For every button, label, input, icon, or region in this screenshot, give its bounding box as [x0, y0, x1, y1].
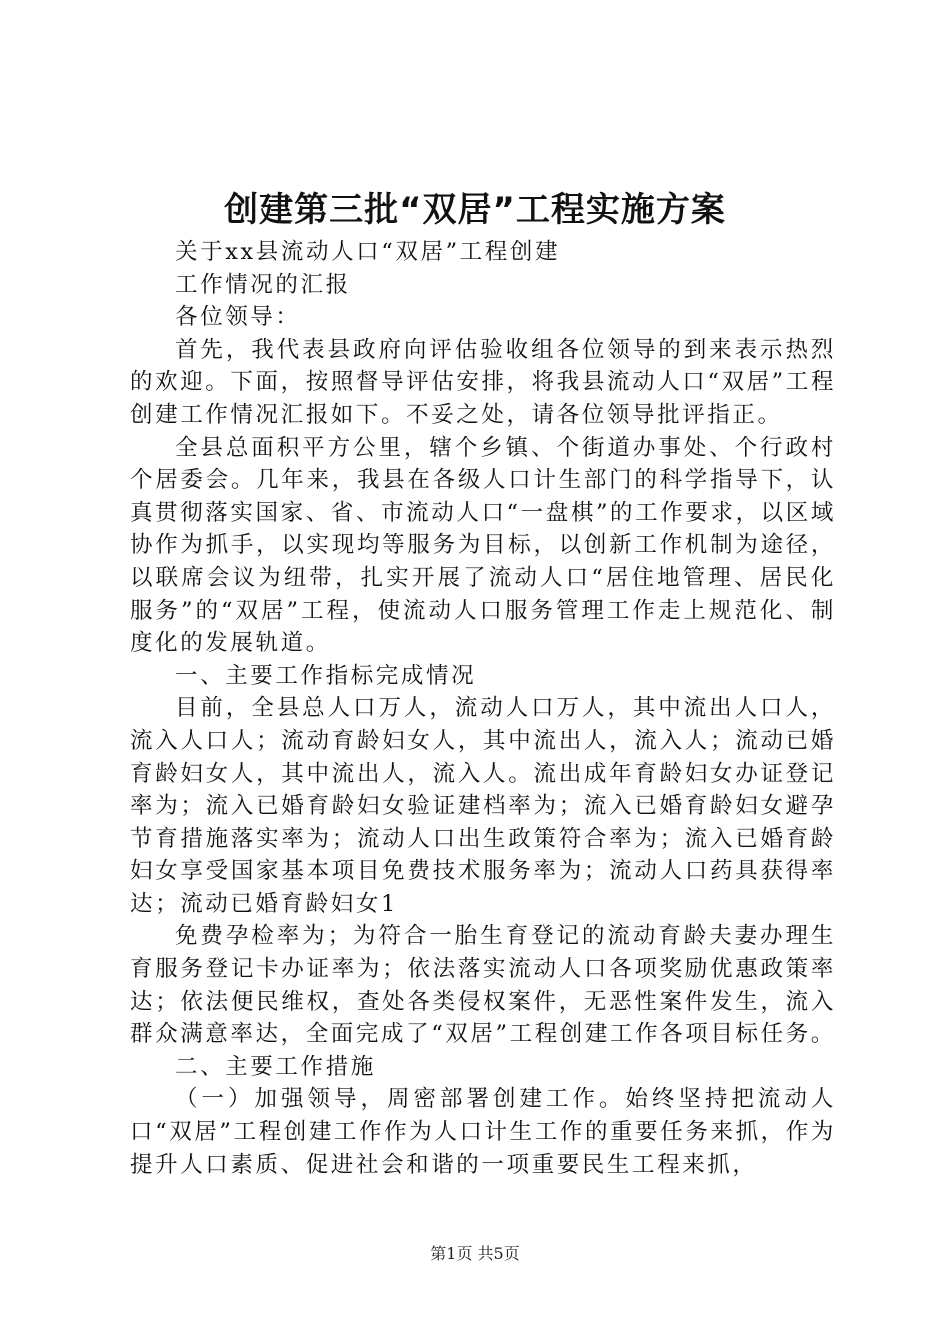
- section-heading-measures: 二、主要工作措施: [175, 1053, 376, 1080]
- paragraph-measure-1: （一）加强领导，周密部署创建工作。始终坚持把流动人口“双居”工程创建工作作为人口计生工作的重要任务来抓，作为提升人口素质、促进社会和谐的一项重要民生工程来抓，: [130, 1086, 836, 1178]
- paragraph-report-heading-line2: 工作情况的汇报: [175, 271, 351, 298]
- paragraph-report-heading-line1: 关于xx县流动人口“双居”工程创建: [175, 239, 561, 265]
- document-body: [130, 236, 836, 1181]
- paragraph-opening: 首先，我代表县政府向评估验收组各位领导的到来表示热烈的欢迎。下面，按照督导评估安排，将我县流动人口“双居”工程创建工作情况汇报如下。不妥之处，请各位领导批评指正。: [130, 336, 836, 428]
- paragraph-indicators: 目前，全县总人口万人，流动人口万人，其中流出人口人，流入人口人；流动育龄妇女人，其中流出人，流入人；流动已婚育龄妇女人，其中流出人，流入人。流出成年育龄妇女办证登记率为；流入已婚育龄妇女验证建档率为；流入已婚育龄妇女避孕节育措施落实率为；流动人口出生政策符合率为；流入已婚育龄妇女享受国家基本项目免费技术服务率为；流动人口药具获得率达；流动已婚育龄妇女1: [130, 695, 836, 917]
- document-title: 创建第三批“双居”工程实施方案: [224, 190, 726, 230]
- section-heading-indicators: 一、主要工作指标完成情况: [175, 662, 477, 689]
- page-footer: 第1页 共5页: [430, 1244, 520, 1263]
- paragraph-indicators-continued: 免费孕检率为；为符合一胎生育登记的流动育龄夫妻办理生育服务登记卡办证率为；依法落实流动人口各项奖励优惠政策率达；依法便民维权，查处各类侵权案件，无恶性案件发生，流入群众满意率达，全面完成了“双居”工程创建工作各项目标任务。: [130, 923, 836, 1048]
- paragraph-salutation: 各位领导：: [175, 304, 301, 331]
- paragraph-county-overview: 全县总面积平方公里，辖个乡镇、个街道办事处、个行政村个居委会。几年来，我县在各级人口计生部门的科学指导下，认真贯彻落实国家、省、市流动人口“一盘棋”的工作要求，以区域协作为抓手，以实现均等服务为目标，以创新工作机制为途径，以联席会议为纽带，扎实开展了流动人口“居住地管理、居民化服务”的“双居”工程，使流动人口服务管理工作走上规范化、制度化的发展轨道。: [130, 434, 836, 657]
